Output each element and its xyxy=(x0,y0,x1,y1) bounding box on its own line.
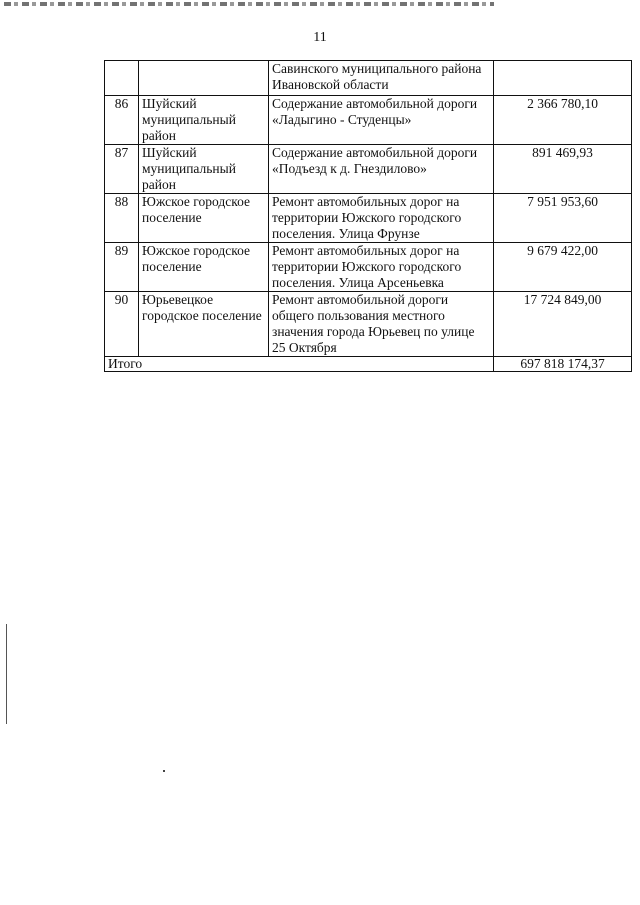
scan-artifact-top xyxy=(4,2,494,6)
table-row xyxy=(105,194,632,243)
amount-cell: 2 366 780,10 xyxy=(494,96,632,145)
total-amount: 697 818 174,37 xyxy=(494,357,632,372)
recipient-cell: Шуйский муниципальный район xyxy=(139,96,269,145)
purpose-cell: Ремонт автомобильной дороги общего пользования местного значения города Юрьевец по улице 25 Октября xyxy=(269,292,494,357)
amount-cell: 7 951 953,60 xyxy=(494,194,632,243)
amount-cell: 9 679 422,00 xyxy=(494,243,632,292)
page-number: 11 xyxy=(313,30,327,45)
purpose-cell: Содержание автомобильной дороги «Ладыгино - Студенцы» xyxy=(269,96,494,145)
table-row xyxy=(105,96,632,145)
table-row xyxy=(105,292,632,357)
purpose-cell: Содержание автомобильной дороги «Подъезд к д. Гнездилово» xyxy=(269,145,494,194)
total-label: Итого xyxy=(105,357,494,372)
table-row xyxy=(105,145,632,194)
table-row xyxy=(105,243,632,292)
recipient-cell: Южское городское поселение xyxy=(139,194,269,243)
total-row xyxy=(105,357,632,372)
row-number: 87 xyxy=(105,145,139,194)
purpose-cell: Ремонт автомобильных дорог на территории Южского городского поселения. Улица Фрунзе xyxy=(269,194,494,243)
row-number: 86 xyxy=(105,96,139,145)
funding-table xyxy=(104,60,632,372)
amount-cell xyxy=(494,61,632,96)
row-number: 90 xyxy=(105,292,139,357)
row-number xyxy=(105,61,139,96)
scan-speck xyxy=(163,770,165,772)
scan-artifact-left xyxy=(6,624,7,724)
table-row xyxy=(105,61,632,96)
purpose-cell: Ремонт автомобильных дорог на территории Южского городского поселения. Улица Арсеньевка xyxy=(269,243,494,292)
recipient-cell: Юрьевецкое городское поселение xyxy=(139,292,269,357)
amount-cell: 17 724 849,00 xyxy=(494,292,632,357)
amount-cell: 891 469,93 xyxy=(494,145,632,194)
recipient-cell: Шуйский муниципальный район xyxy=(139,145,269,194)
row-number: 88 xyxy=(105,194,139,243)
row-number: 89 xyxy=(105,243,139,292)
recipient-cell: Южское городское поселение xyxy=(139,243,269,292)
recipient-cell xyxy=(139,61,269,96)
purpose-cell: Савинского муниципального района Ивановской области xyxy=(269,61,494,96)
